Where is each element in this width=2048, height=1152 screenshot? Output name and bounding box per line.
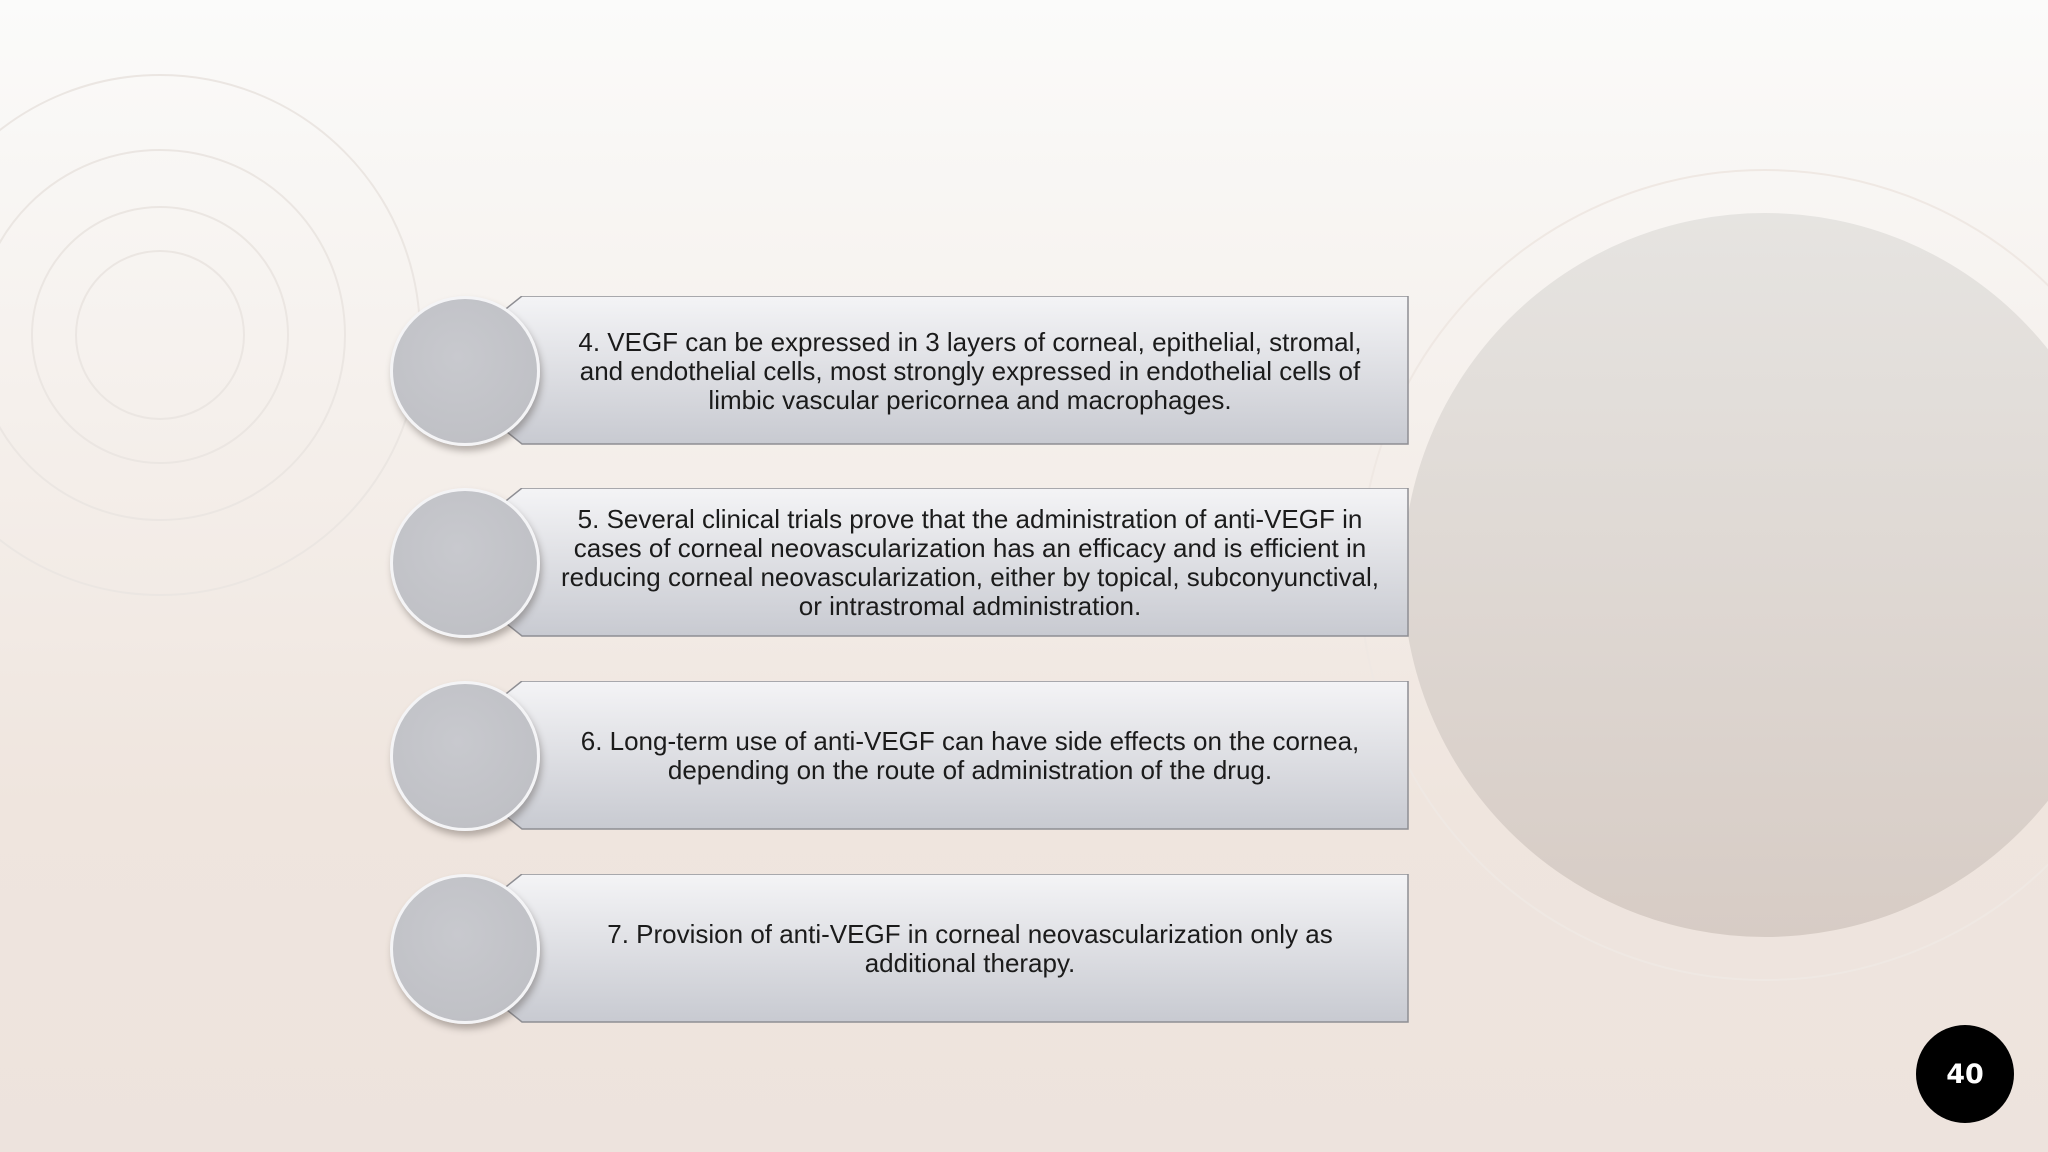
bullet-circle <box>390 681 540 831</box>
list-item-6 <box>390 681 1410 833</box>
list-item-4 <box>390 296 1410 448</box>
item-text: 4. VEGF can be expressed in 3 layers of corneal, epithelial, stromal, and endothelial cells, most strongly expressed in endothelial cells of limbic vascular pericornea and macrophages. <box>578 326 1362 415</box>
bullet-circle <box>390 296 540 446</box>
item-text: 5. Several clinical trials prove that the administration of anti-VEGF in cases of corneal neovascularization has an efficacy and is efficient in reducing corneal neovascularization, either by topical, subconyunctival, or intrastromal administration. <box>560 504 1380 621</box>
large-circle-right <box>1403 213 2048 937</box>
list-item-5 <box>390 488 1410 640</box>
bullet-circle <box>390 874 540 1024</box>
concentric-rings-left <box>0 75 420 595</box>
item-text: 7. Provision of anti-VEGF in corneal neovascularization only as additional therapy. <box>607 919 1333 978</box>
item-text: 6. Long-term use of anti-VEGF can have side effects on the cornea, depending on the route of administration of the drug. <box>580 726 1360 785</box>
bullet-circle <box>390 488 540 638</box>
list-item-7 <box>390 874 1410 1026</box>
page-number-badge: 40 <box>1916 1025 2014 1123</box>
